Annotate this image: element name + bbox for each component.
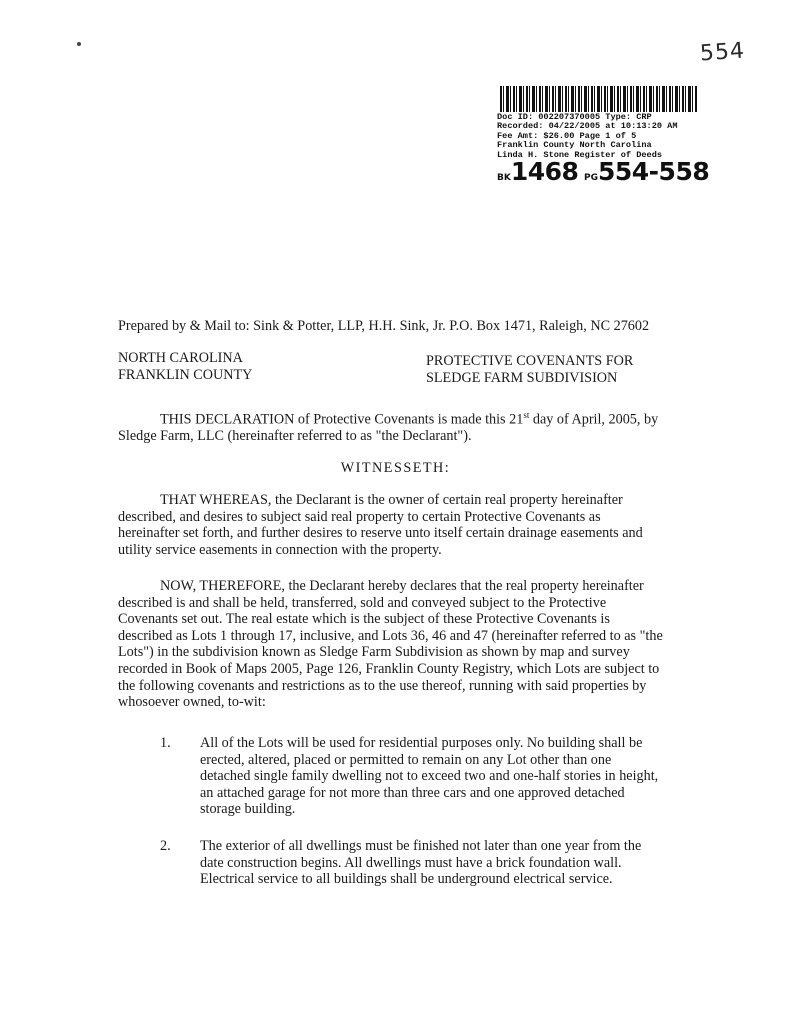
recording-stamp: [497, 113, 678, 160]
state-name: NORTH CAROLINA: [118, 350, 243, 366]
page-label: PG: [584, 173, 598, 183]
book-label: BK: [497, 173, 511, 183]
covenant-number: 1.: [160, 735, 171, 751]
handwritten-page-number: 554: [699, 38, 746, 67]
recording-barcode: [500, 86, 698, 112]
therefore-paragraph: [118, 578, 663, 711]
covenant-text: All of the Lots will be used for residential purposes only. No building shall be erected, altered, placed or permitted to remain on any Lot other than one detached single family dwelling not to exceed two and one-half stories in height, an attached garage for not more than three cars and one approved detached storage building.: [200, 735, 659, 818]
covenant-number: 2.: [160, 838, 171, 854]
stamp-line-county: Franklin County North Carolina: [497, 140, 652, 151]
document-title-line-2: SLEDGE FARM SUBDIVISION: [426, 369, 618, 386]
covenant-text: The exterior of all dwellings must be finished not later than one year from the date construction begins. All dwellings must have a brick foundation wall. Electrical service to all buildings shall be underground electrical service.: [200, 838, 642, 888]
declaration-text-end: day of April, 2005, by Sledge Farm, LLC (hereinafter referred to as "the Declarant").: [118, 411, 659, 445]
state-county-heading: [118, 350, 252, 383]
stray-mark: [77, 42, 81, 46]
document-title-line-1: PROTECTIVE COVENANTS FOR: [426, 353, 634, 369]
stamp-line-doc-id: Doc ID: 002207370005 Type: CRP: [497, 112, 652, 122]
county-name: FRANKLIN COUNTY: [118, 366, 253, 383]
prepared-by-line: Prepared by & Mail to: Sink & Potter, LLP, H.H. Sink, Jr. P.O. Box 1471, Raleigh, NC 27602: [118, 318, 650, 334]
therefore-text: NOW, THEREFORE, the Declarant hereby declares that the real property hereinafter described is and shall be held, transferred, sold and conveyed subject to the Protective Covenants set out. The real estate which is the subject of these Protective Covenants is described as Lots 1 through 17, inclusive, and Lots 36, 46 and 47 (hereinafter referred to as "the Lots") in the subdivision known as Sledge Farm Subdivision as shown by map and survey recorded in Book of Maps 2005, Page 126, Franklin County Registry, which Lots are subject to the following covenants and restrictions as to the use thereof, running with said properties by whosoever owned, to-wit:: [118, 578, 663, 711]
whereas-paragraph: [118, 492, 663, 558]
declaration-text-start: THIS DECLARATION of Protective Covenants is made this 21: [160, 411, 524, 428]
whereas-text: THAT WHEREAS, the Declarant is the owner of certain real property hereinafter described, and desires to subject said real property to certain Protective Covenants as hereinafter set forth, and further desires to reserve unto itself certain drainage easements and utility service easements in connection with the property.: [118, 492, 643, 558]
declaration-superscript: st: [523, 410, 530, 420]
stamp-line-recorded: Recorded: 04/22/2005 at 10:13:20 AM: [497, 121, 678, 132]
stamp-line-fee: Fee Amt: $26.00 Page 1 of 5: [497, 130, 637, 141]
book-number: 1468: [510, 157, 579, 186]
stamp-line-register: Linda H. Stone Register of Deeds: [497, 149, 663, 160]
witnesseth-heading: WITNESSETH:: [340, 460, 451, 476]
document-title: [426, 353, 633, 386]
page-range: 554-558: [598, 157, 710, 186]
book-page-reference: [497, 157, 709, 186]
declaration-paragraph: [118, 407, 663, 445]
